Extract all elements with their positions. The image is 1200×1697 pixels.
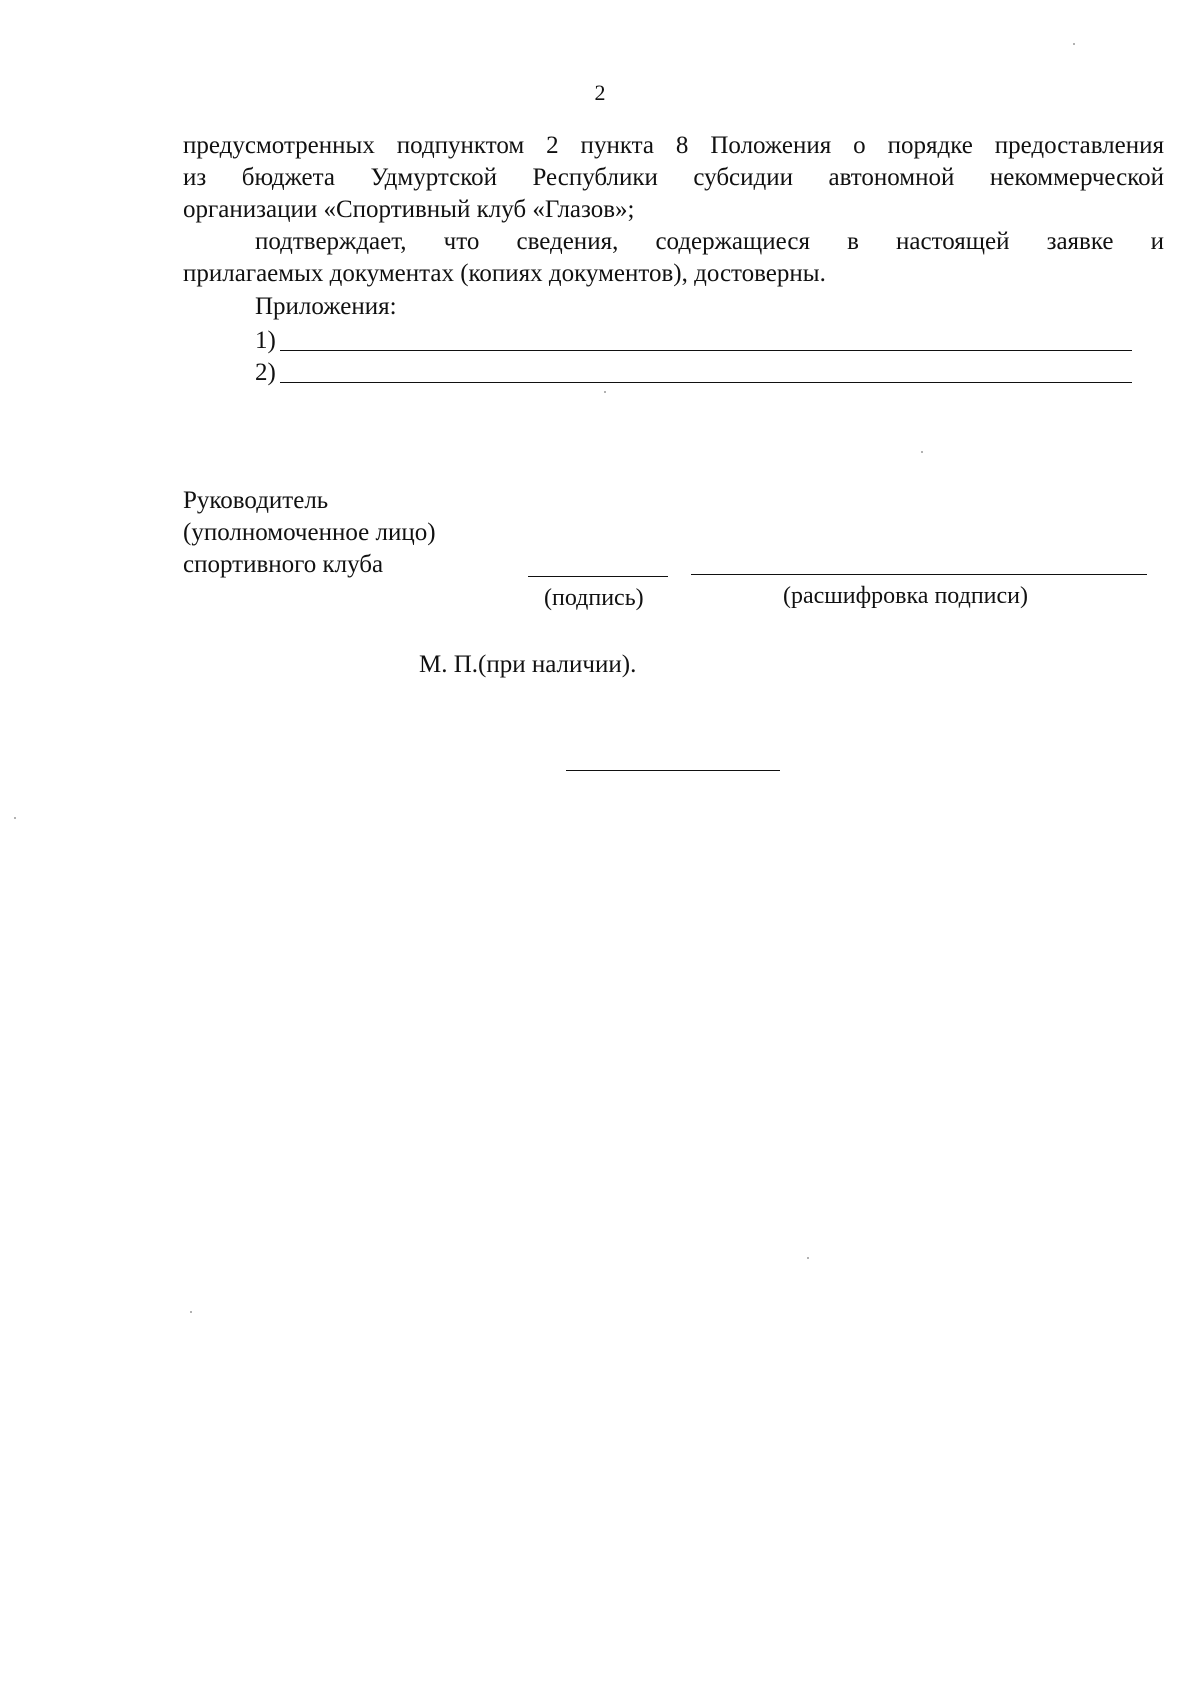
end-of-document-line	[566, 770, 780, 771]
paragraph-line: прилагаемых документах (копиях документов), достоверны.	[183, 260, 826, 287]
stamp-note: М. П.(при наличии).	[419, 651, 637, 678]
page-number: 2	[594, 80, 606, 105]
appendix-blank-line-1[interactable]	[280, 350, 1132, 351]
scan-speck	[921, 451, 923, 453]
scan-speck	[807, 1257, 809, 1259]
paragraph-confirmation	[183, 226, 1164, 290]
paragraph-line: из бюджета Удмуртской Республики субсидии автономной некоммерческой	[183, 164, 1164, 191]
paragraph-line: предусмотренных подпунктом 2 пункта 8 Положения о порядке предоставления	[183, 132, 1164, 159]
appendix-blank-line-2[interactable]	[280, 382, 1132, 383]
signer-title	[183, 485, 436, 581]
scan-speck	[1073, 43, 1075, 45]
appendices-heading: Приложения:	[255, 293, 397, 320]
signature-decoding-line[interactable]	[691, 574, 1147, 575]
signer-line: Руководитель	[183, 487, 329, 514]
signer-line: (уполномоченное лицо)	[183, 519, 436, 546]
signature-caption: (подпись)	[544, 585, 644, 611]
scan-speck	[190, 1311, 192, 1313]
scan-speck	[604, 391, 606, 393]
signature-line[interactable]	[528, 576, 668, 577]
signer-line: спортивного клуба	[183, 551, 384, 578]
paragraph-conditions	[183, 130, 1164, 226]
scan-speck	[14, 817, 16, 819]
appendix-item-number: 2)	[255, 359, 276, 386]
appendix-item-number: 1)	[255, 327, 276, 354]
paragraph-line: подтверждает, что сведения, содержащиеся в настоящей заявке и	[255, 228, 1164, 255]
signature-decoding-caption: (расшифровка подписи)	[783, 583, 1028, 609]
paragraph-line: организации «Спортивный клуб «Глазов»;	[183, 196, 635, 223]
